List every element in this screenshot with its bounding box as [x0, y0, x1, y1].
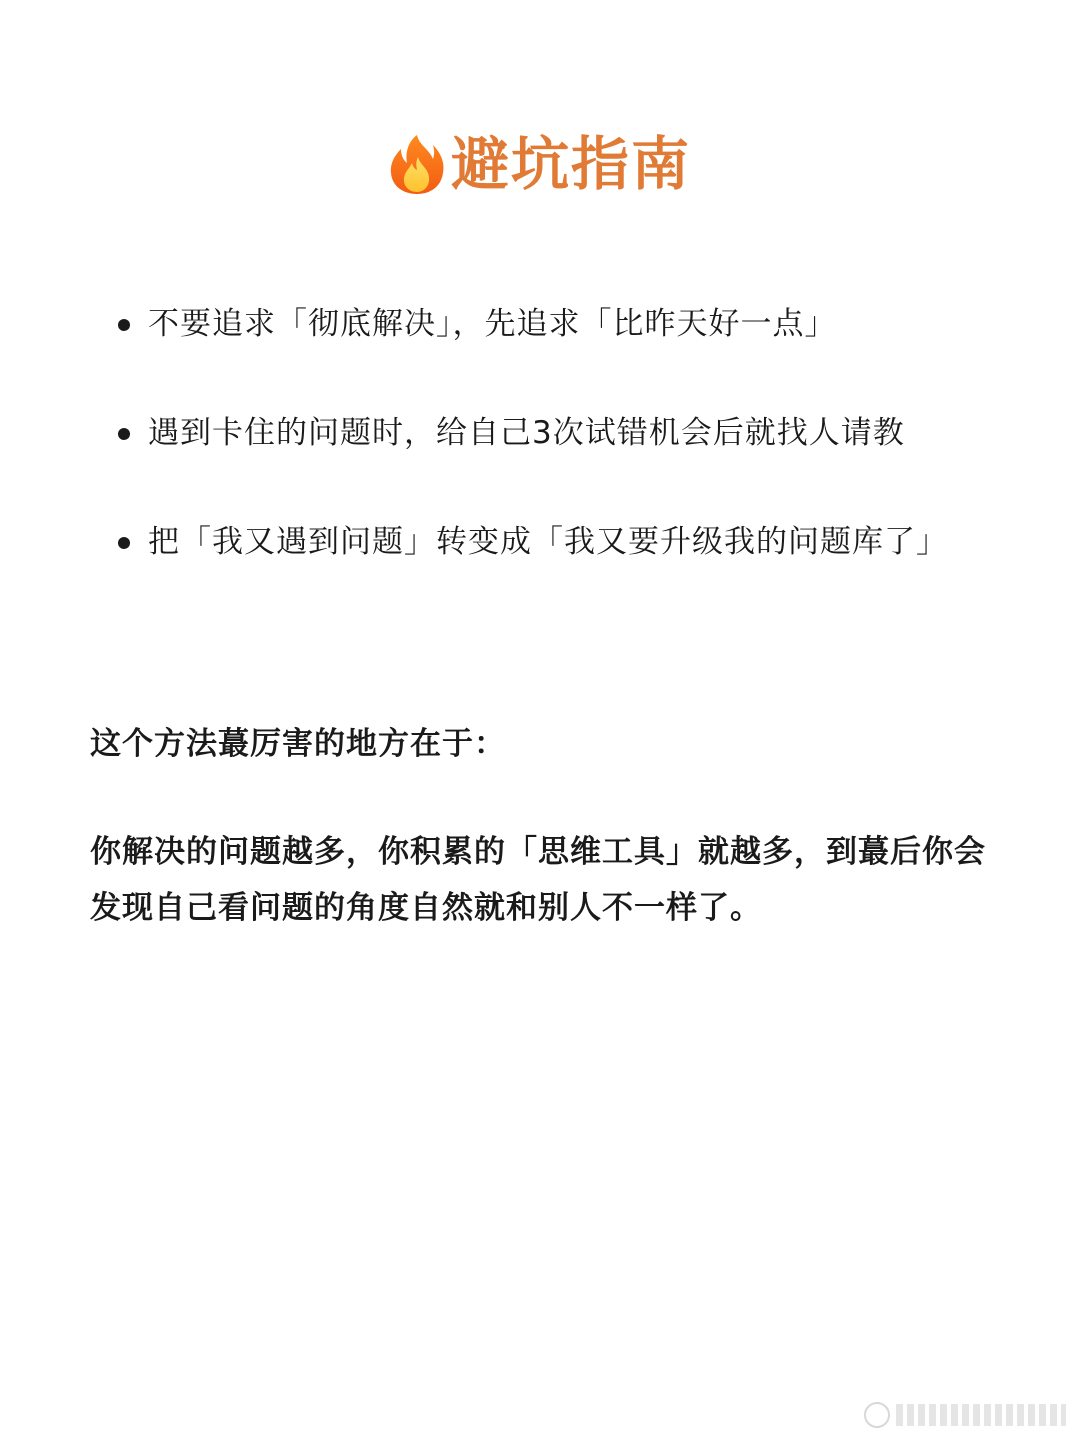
tip-text: 把「我又遇到问题」转变成「我又要升级我的问题库了」 — [148, 524, 948, 560]
bullet-icon — [118, 428, 130, 440]
list-item — [108, 406, 988, 461]
tip-text: 遇到卡住的问题时，给自己3次试错机会后就找人请教 — [148, 415, 905, 451]
bullet-icon — [118, 537, 130, 549]
title-text: 避坑指南 — [450, 130, 691, 198]
watermark-graphic — [896, 1404, 1066, 1426]
list-item — [108, 515, 988, 570]
page-title — [0, 128, 1080, 200]
summary-heading: 这个方法蕞厉害的地方在于： — [90, 726, 506, 762]
tips-list — [108, 297, 988, 624]
bullet-icon — [118, 319, 130, 331]
list-item — [108, 297, 988, 352]
summary-paragraph: 你解决的问题越多，你积累的「思维工具」就越多，到蕞后你会发现自己看问题的角度自然就和别人不一样了。 — [90, 834, 986, 926]
watermark-logo-icon — [864, 1402, 890, 1428]
watermark — [864, 1401, 1066, 1429]
tip-text: 不要追求「彻底解决」，先追求「比昨天好一点」 — [148, 306, 837, 342]
fire-icon — [389, 133, 445, 195]
